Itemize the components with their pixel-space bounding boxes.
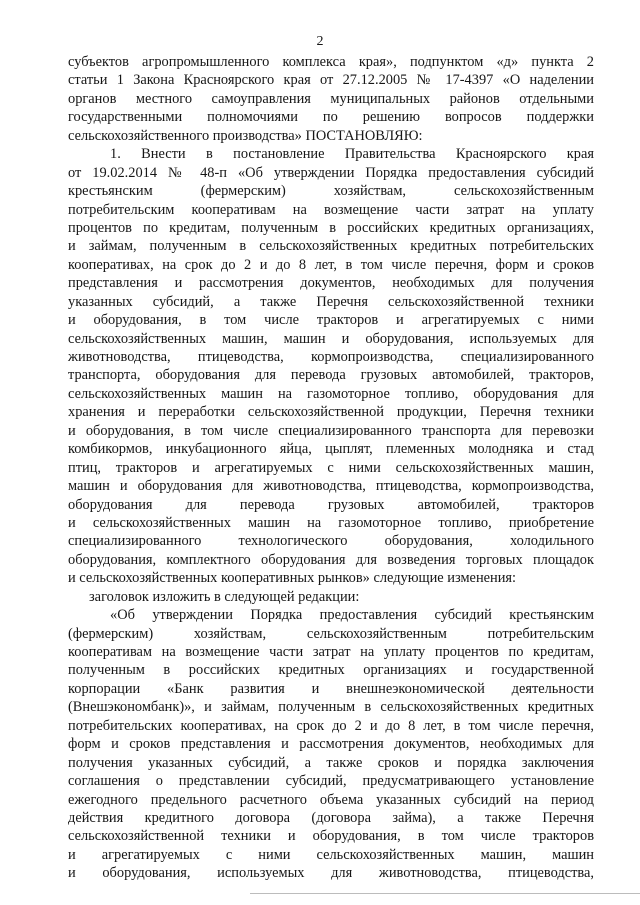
scan-edge-line: [250, 893, 640, 894]
text-line: сельскохозяйственных машин, машин и оборудования, используемых для: [68, 330, 594, 347]
text-line: корпорации «Банк развития и внешнеэкономической деятельности: [68, 680, 594, 697]
text-line: сельскохозяйственного производства» ПОСТАНОВЛЯЮ:: [68, 127, 423, 144]
text-line: сельскохозяйственных машин на газомоторное топливо, оборудования для: [68, 385, 594, 402]
text-line: машин и оборудования для животноводства, птицеводства, кормопроизводства,: [68, 478, 594, 495]
text-line: и оборудования, в том числе специализированного транспорта для перевозки: [68, 422, 594, 439]
text-line: указанных субсидий, а также Перечня сельскохозяйственной техники: [68, 293, 594, 310]
text-line: представления и рассмотрения документов, необходимых для получения: [68, 275, 594, 292]
text-line: и сельскохозяйственных кооперативных рынков» следующие изменения:: [68, 570, 517, 587]
text-line: комбикормов, инкубационного яйца, цыплят, племенных молодняка и стад: [68, 441, 594, 458]
text-line: птиц, тракторов и агрегатируемых с ними сельскохозяйственных машин,: [68, 459, 594, 476]
text-line: 1. Внести в постановление Правительства Красноярского края: [110, 146, 594, 163]
text-line: хранения и переработки сельскохозяйственной продукции, Перечня техники: [68, 404, 594, 421]
text-line: специализированного технологического оборудования, холодильного: [68, 533, 594, 550]
text-line: процентов по кредитам, полученным в российских кредитных организациях,: [68, 219, 594, 236]
text-line: кооперативах, на срок до 2 и до 8 лет, в том числе перечня, форм и сроков: [68, 256, 594, 273]
text-line: животноводства, птицеводства, кормопроизводства, специализированного: [68, 349, 594, 365]
text-line: действия кредитного договора (договора займа), а также Перечня: [68, 809, 594, 826]
text-line: заголовок изложить в следующей редакции:: [89, 588, 360, 605]
text-line: оборудования для перевода грузовых автомобилей, тракторов: [68, 496, 594, 513]
text-line: от 19.02.2014 № 48-п «Об утверждении Порядка предоставления субсидий: [68, 164, 594, 181]
text-line: полученным в российских кредитных организациях и государственной: [68, 662, 594, 679]
page-number: 2: [316, 34, 324, 49]
text-line: ежегодного предельного расчетного объема указанных субсидий на период: [68, 791, 594, 808]
text-line: и агрегатируемых с ними сельскохозяйственных машин, машин: [68, 846, 594, 863]
text-line: государственными полномочиями по решению вопросов поддержки: [68, 109, 594, 126]
body-text: [68, 53, 594, 883]
text-line: потребительским кооперативам на возмещение части затрат на уплату: [68, 201, 594, 218]
text-line: и займам, полученным в сельскохозяйственных кредитных потребительских: [68, 238, 594, 255]
text-line: форм и сроков представления и рассмотрения документов, необходимых для: [68, 736, 594, 753]
text-line: транспорта, оборудования для перевода грузовых автомобилей, тракторов,: [68, 367, 594, 384]
text-line: получения указанных субсидий, а также сроков и порядка заключения: [68, 754, 594, 771]
text-line: «Об утверждении Порядка предоставления субсидий крестьянским: [110, 607, 594, 624]
text-line: (Внешэкономбанк)», и займам, полученным в сельскохозяйственных кредитных: [68, 699, 594, 716]
text-line: (фермерским) хозяйствам, сельскохозяйственным потребительским: [68, 625, 594, 642]
text-line: оборудования, комплектного оборудования для возведения торговых площадок: [68, 551, 594, 568]
text-line: крестьянским (фермерским) хозяйствам, сельскохозяйственным: [68, 183, 594, 200]
text-line: органов местного самоуправления муниципальных районов отдельными: [68, 90, 594, 107]
text-line: субъектов агропромышленного комплекса края», подпунктом «д» пункта 2: [68, 54, 594, 70]
text-line: потребительских кооперативах, на срок до 2 и до 8 лет, в том числе перечня,: [68, 717, 594, 734]
text-line: статьи 1 Закона Красноярского края от 27.12.2005 № 17-4397 «О наделении: [68, 72, 594, 89]
text-line: и оборудования, в том числе тракторов и агрегатируемых с ними: [68, 312, 594, 329]
text-line: соглашения о представлении субсидий, предусматривающего установление: [68, 773, 594, 790]
text-line: и оборудования, используемых для животноводства, птицеводства,: [68, 865, 594, 882]
text-line: кооперативам на возмещение части затрат на уплату процентов по кредитам,: [68, 644, 594, 660]
text-line: и сельскохозяйственных машин на газомоторное топливо, приобретение: [68, 514, 594, 531]
text-line: сельскохозяйственной техники и оборудования, в том числе тракторов: [68, 828, 594, 845]
